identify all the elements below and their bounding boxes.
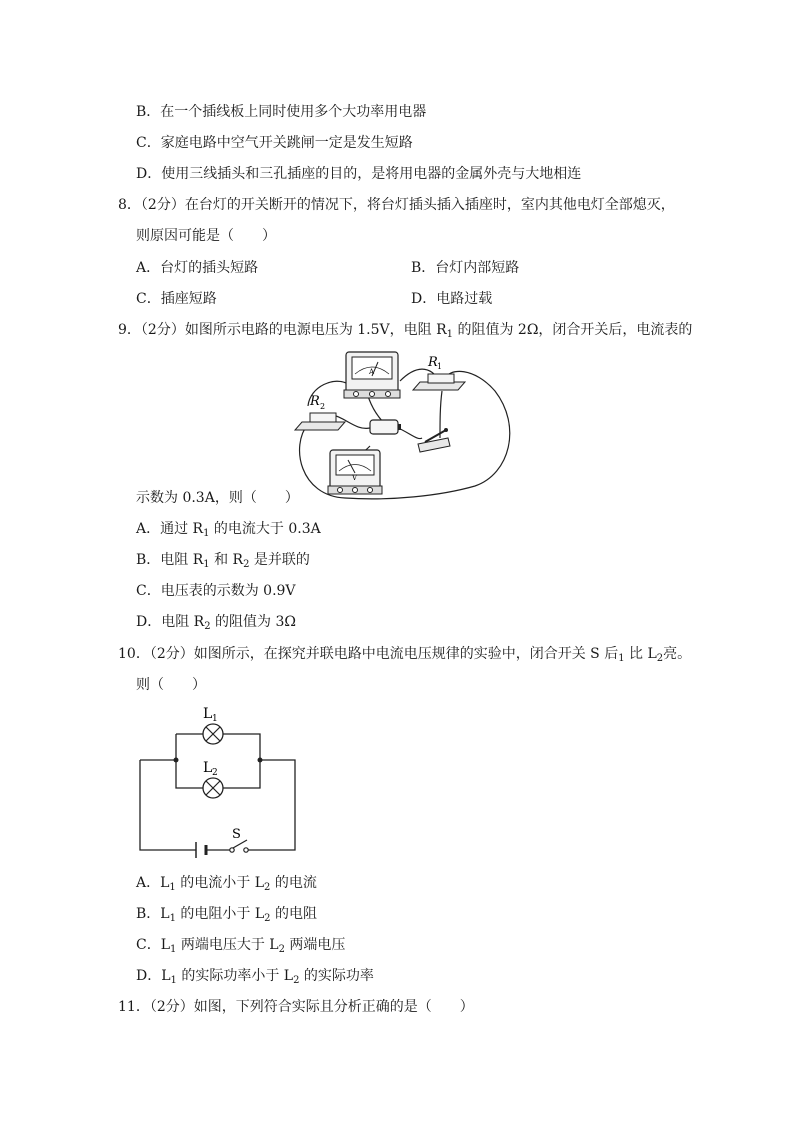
svg-text:1: 1 <box>437 362 443 371</box>
switch-s-icon <box>230 827 248 852</box>
q8-stem-line2: 则原因可能是（ ） <box>136 228 276 244</box>
switch-icon <box>418 428 450 452</box>
q9-stem-line1: 9．（2分）如图所示电路的电源电压为 1.5V，电阻 $R_1$ 的阻值为 2Ω，闭合开关后，电流表的 <box>118 322 693 340</box>
q9-option-d: D．电阻 $R_2$ 的阻值为 3Ω <box>136 614 297 632</box>
battery-icon <box>196 842 206 858</box>
resistor-r2-icon <box>295 394 345 430</box>
q9-circuit-figure <box>290 346 520 506</box>
q10-option-c: C．$L_1$ 两端电压大于 $L_2$ 两端电压 <box>136 937 346 955</box>
q10-circuit-figure <box>130 700 310 860</box>
q9-option-a: A．通过 $R_1$ 的电流大于 0.3A <box>136 521 321 539</box>
svg-text:S: S <box>232 827 241 842</box>
q10-option-a: A．$L_1$ 的电流小于 $L_2$ 的电流 <box>136 875 317 893</box>
q8-option-d: D．电路过载 <box>411 291 493 307</box>
svg-text:R: R <box>428 355 438 370</box>
q9-stem-line2: 示数为 0.3A，则（ ） <box>136 490 299 506</box>
lamp-l2-icon <box>203 760 223 798</box>
q10-stem-line2: 则（ ） <box>136 677 206 693</box>
voltmeter-icon <box>328 450 382 494</box>
q9-option-c: C．电压表的示数为 0.9V <box>136 583 296 599</box>
svg-text:L: L <box>203 760 213 776</box>
ammeter-icon <box>344 352 400 398</box>
q9-option-b: B．电阻 $R_1$ 和 $R_2$ 是并联的 <box>136 552 310 570</box>
svg-text:2: 2 <box>320 402 326 411</box>
q7-option-d: D．使用三线插头和三孔插座的目的，是将用电器的金属外壳与大地相连 <box>136 166 582 182</box>
q8-option-a: A．台灯的插头短路 <box>136 260 259 276</box>
q10-option-d: D．$L_1$ 的实际功率小于 $L_2$ 的实际功率 <box>136 968 374 986</box>
svg-text:2: 2 <box>212 768 218 778</box>
q7-option-c: C．家庭电路中空气开关跳闸一定是发生短路 <box>136 135 413 151</box>
svg-text:V: V <box>352 474 358 482</box>
battery-icon <box>370 420 401 434</box>
lamp-l1-icon <box>203 706 223 744</box>
q11-stem: 11．（2分）如图，下列符合实际且分析正确的是（ ） <box>118 999 474 1015</box>
svg-text:1: 1 <box>212 714 218 724</box>
q10-option-b: B．$L_1$ 的电阻小于 $L_2$ 的电阻 <box>136 906 317 924</box>
q8-stem-line1: 8．（2分）在台灯的开关断开的情况下，将台灯插头插入插座时，室内其他电灯全部熄灭， <box>118 197 675 213</box>
q7-option-b: B．在一个插线板上同时使用多个大功率用电器 <box>136 104 427 120</box>
q8-option-c: C．插座短路 <box>136 291 217 307</box>
svg-text:A: A <box>369 368 375 376</box>
resistor-r1-icon <box>413 355 465 390</box>
svg-text:R: R <box>310 394 320 409</box>
junction-dot <box>258 758 263 763</box>
q8-option-b: B．台灯内部短路 <box>411 260 520 276</box>
q10-stem-line1: 10．（2分）如图所示，在探究并联电路中电流电压规律的实验中，闭合开关 S 后$_1$ 比 $L_2$亮。 <box>118 646 692 664</box>
junction-dot <box>174 758 179 763</box>
svg-text:L: L <box>203 706 213 722</box>
